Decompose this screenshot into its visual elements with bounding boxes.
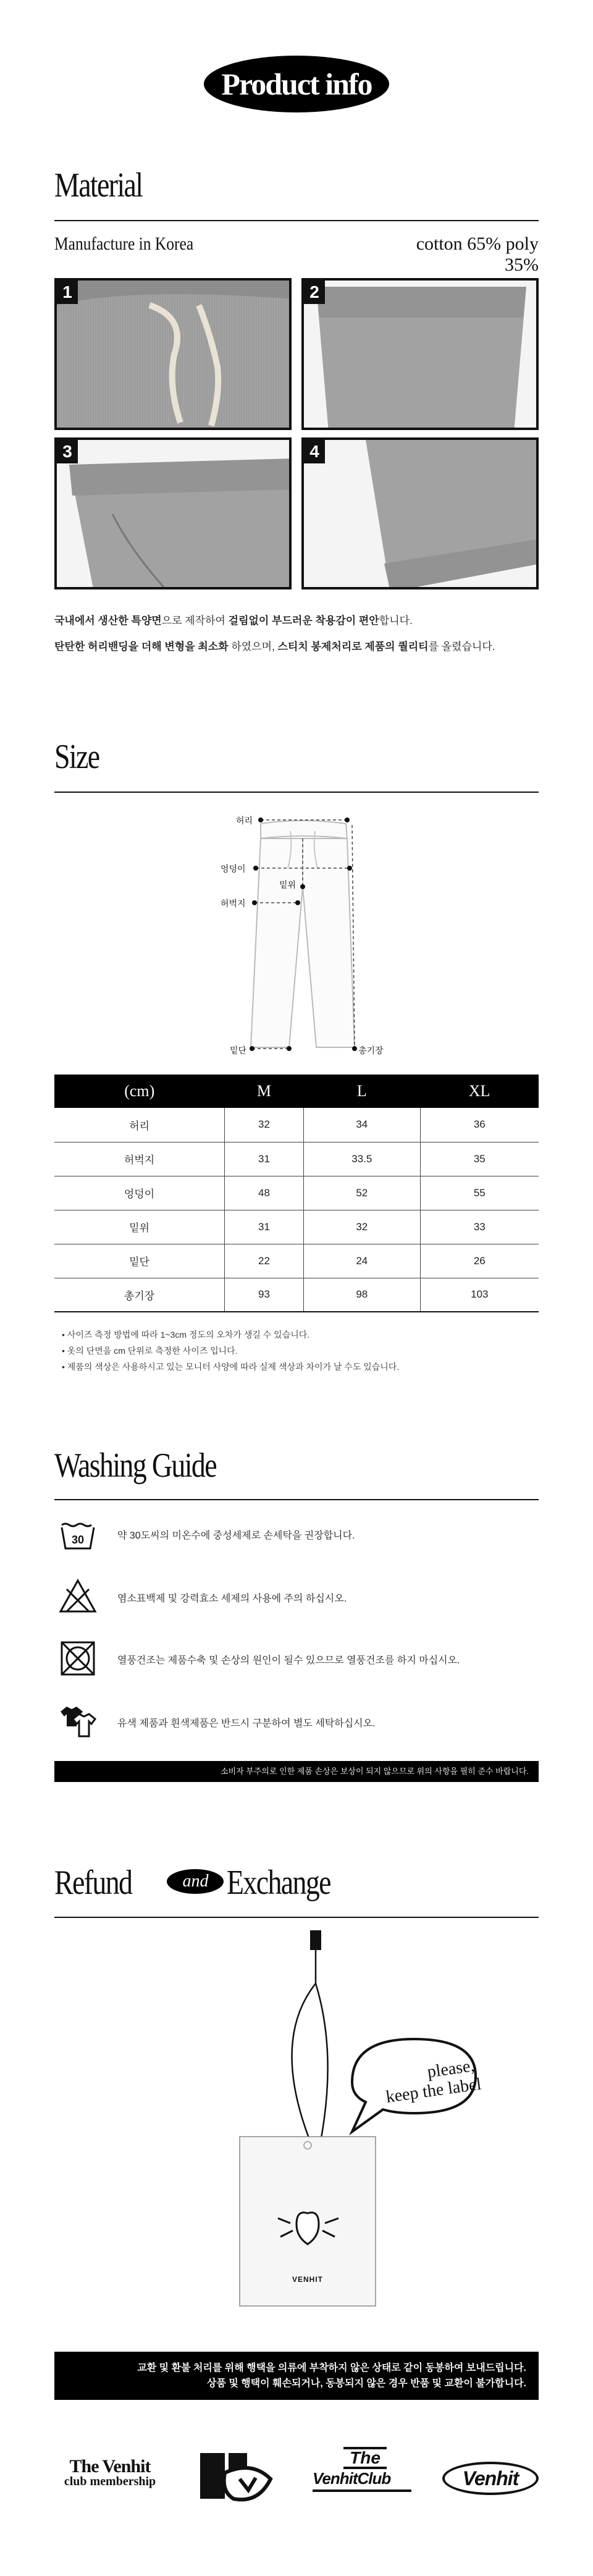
logo-the-venhitclub	[313, 2447, 411, 2492]
photo-number: 4	[304, 440, 325, 463]
photo-number: 1	[57, 281, 78, 304]
washing-divider	[54, 1499, 539, 1500]
note-text: 제품의 색상은 사용하시고 있는 모니터 사양에 따라 실제 색상과 차이가 날 수도 있습니다.	[67, 1362, 400, 1372]
row-label: 밑위	[54, 1210, 224, 1244]
cell-xl: 36	[420, 1108, 539, 1142]
logo-text: club membership	[64, 2475, 156, 2488]
wash-30-icon	[58, 1514, 98, 1553]
bubble-text-1: please,	[426, 2056, 476, 2082]
material-heading: Material	[54, 166, 143, 205]
cell-l: 34	[303, 1108, 420, 1142]
material-photo-2	[301, 278, 539, 430]
diagram-label-hem: 밑단	[230, 1045, 247, 1055]
diagram-label-rise: 밑위	[279, 880, 296, 890]
material-divider	[54, 220, 539, 221]
refund-word: Refund	[54, 1864, 132, 1902]
cell-l: 98	[303, 1278, 420, 1312]
cell-l: 32	[303, 1210, 420, 1244]
material-photo-4	[301, 437, 539, 589]
no-tumble-dry-icon	[58, 1639, 98, 1678]
header-m: M	[224, 1075, 303, 1108]
table-row	[54, 1176, 539, 1210]
header-l: L	[303, 1075, 420, 1108]
row-label: 허리	[54, 1108, 224, 1142]
washing-text-1: 약 30도씨의 미온수에 중성세제로 손세탁을 권장합니다.	[117, 1531, 355, 1541]
exchange-word: Exchange	[226, 1864, 330, 1902]
wash-temp-label: 30	[71, 1534, 85, 1546]
desc-bold: 스티치 봉제처리로 제품의 퀄리티	[277, 641, 429, 652]
material-description-1	[54, 612, 413, 627]
refund-notice-line-2: 상품 및 행택이 훼손되거나, 동봉되지 않은 경우 반품 및 교환이 불가합니다.	[206, 2378, 526, 2389]
size-divider	[54, 792, 539, 793]
diagram-label-waist: 허리	[236, 816, 253, 826]
size-heading: Size	[54, 738, 99, 776]
table-row	[54, 1244, 539, 1278]
hang-tag-illustration	[229, 1928, 488, 2311]
separate-wash-icon	[58, 1702, 98, 1741]
size-note-3: • 제품의 색상은 사용하시고 있는 모니터 사양에 따라 실제 색상과 차이가 날 수도 있습니다.	[62, 1362, 400, 1372]
washing-text-3: 열풍건조는 제품수축 및 손상의 원인이 될수 있으므로 열풍건조를 하지 마십시오.	[117, 1655, 460, 1666]
origin-text: Manufacture in Korea	[54, 234, 194, 254]
and-badge: and	[167, 1869, 224, 1894]
header-xl: XL	[420, 1075, 539, 1108]
refund-notice-bar	[54, 2352, 539, 2400]
desc-text: 으로 제작하여	[161, 615, 229, 627]
cell-m: 32	[224, 1108, 303, 1142]
refund-heading	[54, 1863, 353, 1912]
cell-xl: 33	[420, 1210, 539, 1244]
logo-text: The	[343, 2447, 387, 2469]
cell-xl: 35	[420, 1142, 539, 1176]
refund-divider	[54, 1917, 539, 1918]
diagram-label-thigh: 허벅지	[221, 898, 246, 908]
size-table	[54, 1075, 539, 1312]
row-label: 엉덩이	[54, 1176, 224, 1210]
cell-m: 22	[224, 1244, 303, 1278]
desc-bold: 탄탄한 허리밴딩을 더해 변형을 최소화	[54, 641, 229, 652]
cell-xl: 26	[420, 1244, 539, 1278]
logo-v-mark-icon	[196, 2448, 277, 2504]
logo-venhit-club-membership	[54, 2456, 166, 2489]
page-title: Product info	[204, 56, 389, 112]
material-photo-3	[54, 437, 292, 589]
size-note-2: • 옷의 단면을 cm 단위로 측정한 사이즈 입니다.	[62, 1346, 238, 1356]
desc-text: 를 올렸습니다.	[428, 641, 495, 652]
cell-l: 52	[303, 1176, 420, 1210]
no-bleach-icon	[58, 1577, 98, 1616]
cell-xl: 103	[420, 1278, 539, 1312]
desc-bold: 국내에서 생산한 특양면	[54, 615, 162, 627]
size-note-1: • 사이즈 측정 방법에 따라 1~3cm 정도의 오차가 생길 수 있습니다.	[62, 1330, 310, 1340]
size-table-header	[54, 1075, 539, 1108]
bubble-text-2: keep the label	[384, 2074, 483, 2107]
desc-text: 하였으며,	[228, 641, 278, 652]
desc-text: 합니다.	[379, 615, 413, 627]
table-row	[54, 1108, 539, 1142]
tag-brand-text: VENHIT	[292, 2275, 323, 2284]
logo-text: The Venhit	[69, 2456, 151, 2477]
cell-xl: 55	[420, 1176, 539, 1210]
row-label: 허벅지	[54, 1142, 224, 1176]
diagram-label-length: 총기장	[358, 1045, 384, 1055]
photo-number: 2	[304, 281, 325, 304]
washing-text-2: 염소표백제 및 강력효소 세제의 사용에 주의 하십시오.	[117, 1594, 347, 1604]
cell-m: 48	[224, 1176, 303, 1210]
row-label: 총기장	[54, 1278, 224, 1312]
material-photo-1	[54, 278, 292, 430]
diagram-label-hip: 엉덩이	[221, 864, 246, 874]
desc-bold: 걸림없이 부드러운 착용감이 편안	[228, 615, 379, 627]
cell-l: 33.5	[303, 1142, 420, 1176]
note-text: 옷의 단면을 cm 단위로 측정한 사이즈 입니다.	[67, 1346, 238, 1356]
row-label: 밑단	[54, 1244, 224, 1278]
material-description-2	[54, 638, 495, 653]
washing-warning-bar: 소비자 부주의로 인한 제품 손상은 보상이 되지 않으므로 위의 사항을 필히 준수 바랍니다.	[54, 1761, 539, 1782]
washing-heading: Washing Guide	[54, 1446, 216, 1485]
table-row	[54, 1210, 539, 1244]
note-text: 사이즈 측정 방법에 따라 1~3cm 정도의 오차가 생길 수 있습니다.	[67, 1330, 310, 1340]
table-row	[54, 1142, 539, 1176]
cell-m: 31	[224, 1142, 303, 1176]
header-unit: (cm)	[54, 1075, 224, 1108]
logo-venhit-oval: Venhit	[442, 2462, 539, 2495]
logo-text: VenhitClub	[313, 2469, 411, 2492]
refund-notice-line-1: 교환 및 환불 처리를 위해 행택을 의류에 부착하지 않은 상태로 같이 동봉하여 보내드립니다.	[137, 2363, 526, 2373]
pants-diagram	[229, 806, 377, 1060]
washing-text-4: 유색 제품과 흰색제품은 반드시 구분하여 별도 세탁하십시오.	[117, 1718, 376, 1729]
composition-text: cotton 65% poly 35%	[416, 234, 539, 275]
table-row	[54, 1278, 539, 1312]
cell-m: 93	[224, 1278, 303, 1312]
photo-number: 3	[57, 440, 78, 463]
cell-m: 31	[224, 1210, 303, 1244]
cell-l: 24	[303, 1244, 420, 1278]
